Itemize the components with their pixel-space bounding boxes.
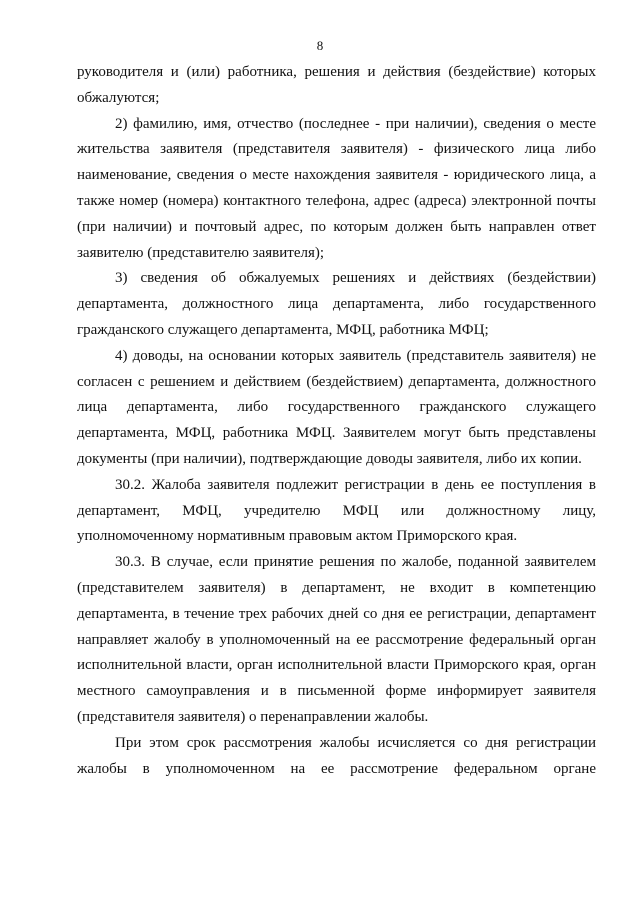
paragraph-item-3: 3) сведения об обжалуемых решениях и действиях (бездействии) департамента, должностного лица департамента, либо государственного гражданского служащего департамента, МФЦ, работника МФЦ;	[77, 270, 596, 338]
paragraph-30-3: 30.3. В случае, если принятие решения по жалобе, поданной заявителем (представителем заявителя) в департамент, не входит в компетенцию департамента, в течение трех рабочих дней со дня ее регистрации, департамент направляет жалобу в уполномоченный на ее рассмотрение федеральный орган исполнительной власти, орган исполнительной власти Приморского края, орган местного самоуправления и в письменной форме информирует заявителя (представителя заявителя) о перенаправлении жалобы.	[77, 554, 596, 725]
page-number: 8	[316, 38, 324, 53]
paragraph-item-2: 2) фамилию, имя, отчество (последнее - при наличии), сведения о месте жительства заявителя (представителя заявителя) - физического лица либо наименование, сведения о месте нахождения заявителя - юридического лица, а также номер (номера) контактного телефона, адрес (адреса) электронной почты (при наличии) и почтовый адрес, по которым должен быть направлен ответ заявителю (представителю заявителя);	[77, 115, 596, 261]
paragraph-continuation: руководителя и (или) работника, решения и действия (бездействие) которых обжалуются;	[77, 64, 596, 106]
document-body	[77, 60, 596, 782]
paragraph-item-4: 4) доводы, на основании которых заявитель (представитель заявителя) не согласен с решением и действием (бездействием) департамента, должностного лица департамента, либо государственного гражданского служащего департамента, МФЦ, работника МФЦ. Заявителем могут быть представлены документы (при наличии), подтверждающие доводы заявителя, либо их копии.	[77, 347, 596, 467]
paragraph-30-2: 30.2. Жалоба заявителя подлежит регистрации в день ее поступления в департамент, МФЦ, учредителю МФЦ или должностному лицу, уполномоченному нормативным правовым актом Приморского края.	[77, 476, 596, 545]
paragraph-final: При этом срок рассмотрения жалобы исчисляется со дня регистрации жалобы в уполномоченном на ее рассмотрение федеральном органе	[77, 734, 596, 777]
